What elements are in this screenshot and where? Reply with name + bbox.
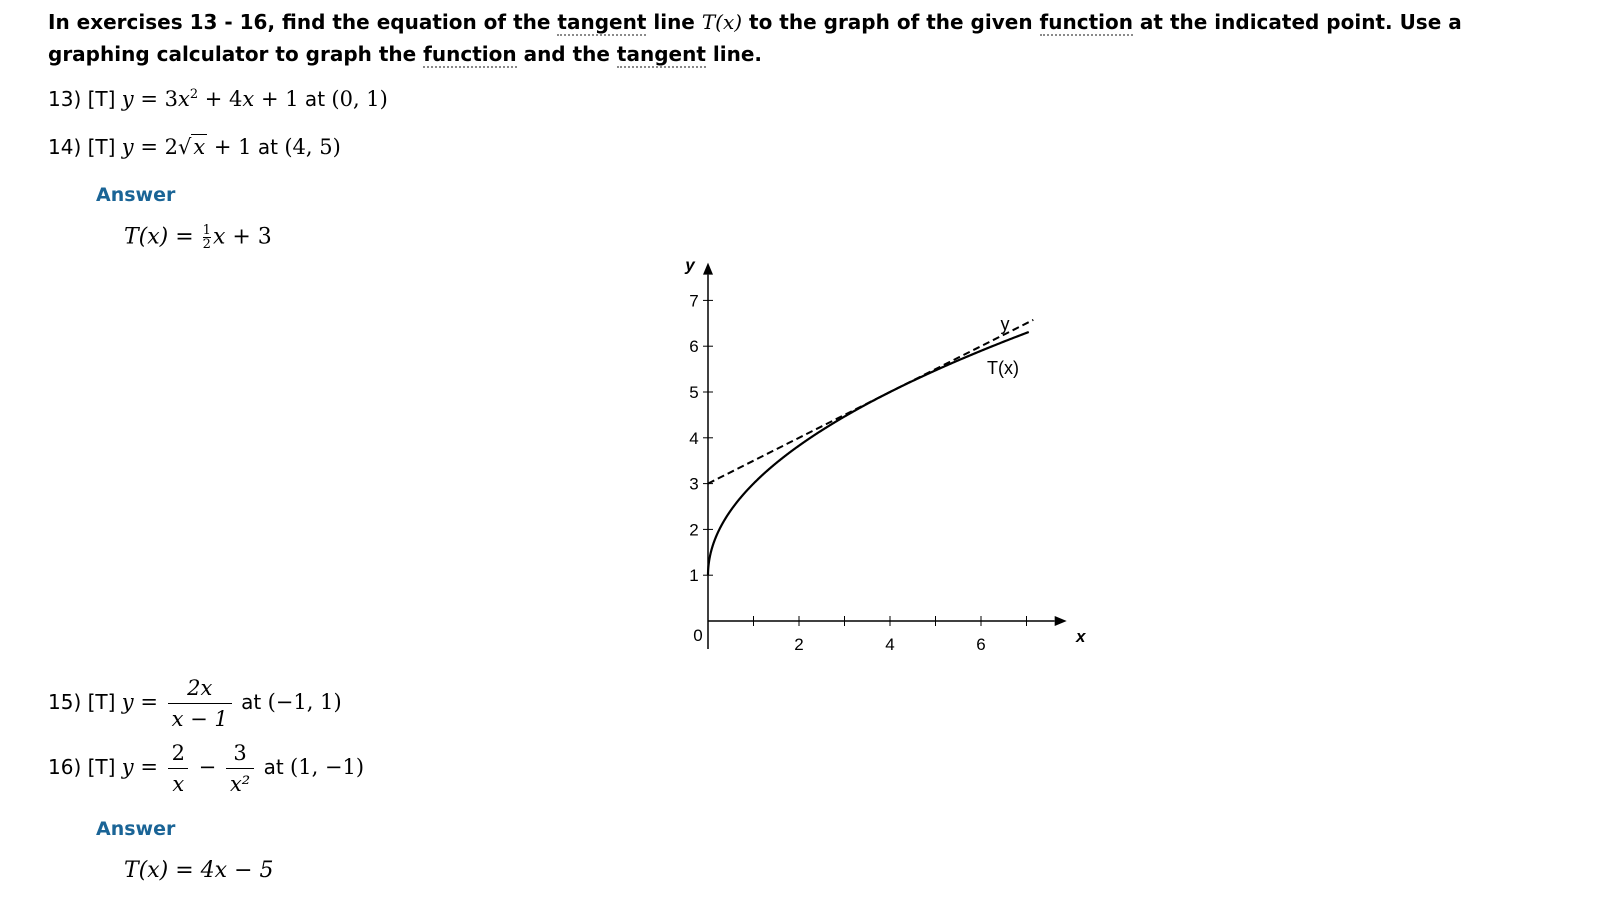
origin-label: 0: [693, 626, 703, 645]
math-text: + 4: [198, 87, 243, 111]
math-text: = 2: [133, 135, 178, 159]
glossary-term-tangent[interactable]: tangent: [616, 42, 706, 66]
math-text: + 1: [254, 87, 299, 111]
math-at: at: [257, 755, 291, 779]
tangent-line-dashed: [708, 320, 1033, 484]
math-at: at: [298, 87, 332, 111]
math-at: at: [251, 135, 285, 159]
math-var: y: [121, 87, 134, 111]
answer-toggle[interactable]: Answer: [96, 818, 176, 840]
fraction-denominator: x: [168, 768, 188, 796]
math-text: −: [192, 755, 223, 779]
instructions-text: to the graph of the given: [742, 10, 1040, 34]
fraction-denominator: x − 1: [168, 703, 232, 731]
x-tick-label: 4: [885, 635, 895, 654]
answer-16-expression: T(x) = 4x − 5: [124, 858, 274, 883]
fraction-numerator: 2: [171, 741, 185, 765]
y-tick-label: 1: [689, 566, 699, 586]
math-var: x: [193, 135, 206, 159]
tangent-function-symbol: T(x): [701, 10, 743, 34]
glossary-term-tangent[interactable]: tangent: [557, 10, 647, 34]
curve-label-y: y: [1000, 314, 1010, 334]
glossary-term-function[interactable]: function: [423, 42, 517, 66]
instructions-text: line.: [705, 42, 762, 66]
fraction-denominator: 2: [202, 237, 211, 252]
y-tick-label: 4: [689, 428, 699, 448]
curve-y-sqrt: [708, 332, 1029, 575]
instructions-text: line: [646, 10, 702, 34]
y-tick-label: 5: [689, 383, 699, 402]
fraction-numerator: 3: [233, 741, 247, 765]
math-var: x: [242, 87, 255, 111]
x-tick-label: 2: [794, 635, 804, 654]
math-var: y: [121, 135, 134, 159]
instructions-text: and the: [516, 42, 617, 66]
fraction-denominator: x²: [226, 768, 254, 796]
math-at: at: [234, 690, 268, 714]
glossary-term-function[interactable]: function: [1039, 10, 1133, 34]
exercise-label: 16) [T]: [48, 755, 122, 779]
math-exponent: 2: [189, 87, 199, 102]
x-tick-label: 6: [976, 635, 986, 654]
math-text: = 3: [133, 87, 178, 111]
x-axis-label: x: [1075, 627, 1086, 646]
math-point: (−1, 1): [267, 690, 342, 714]
math-point: (1, −1): [290, 755, 365, 779]
math-text: =: [133, 690, 165, 714]
y-axis-arrow: [703, 263, 713, 275]
instructions-text: In exercises 13 - 16, find the equation of the: [48, 10, 558, 34]
math-var: x: [212, 224, 226, 250]
y-tick-label: 6: [689, 337, 699, 357]
x-axis-arrow: [1055, 616, 1067, 626]
exercise-label: 15) [T]: [48, 690, 122, 714]
exercise-label: 14) [T]: [48, 135, 122, 159]
fraction-numerator: 2x: [187, 676, 213, 700]
y-tick-label: 2: [689, 520, 699, 540]
math-text: =: [133, 755, 165, 779]
y-tick-label: 3: [689, 474, 699, 494]
exercise-label: 13) [T]: [48, 87, 122, 111]
y-tick-label: 7: [689, 291, 699, 311]
instructions-text: at the indicated point. Use a graphing calculator to graph the: [48, 10, 1462, 66]
fraction-numerator: 1: [202, 223, 211, 238]
math-text: T(x) =: [124, 224, 201, 250]
math-text: + 1: [207, 135, 252, 159]
answer-toggle[interactable]: Answer: [96, 184, 176, 206]
math-var: y: [121, 755, 134, 779]
math-point: (0, 1): [331, 87, 388, 111]
math-point: (4, 5): [284, 135, 341, 159]
y-axis-label: y: [685, 255, 695, 275]
math-text: + 3: [225, 224, 272, 250]
sqrt-symbol: √: [177, 135, 192, 159]
curve-label-tangent: T(x): [987, 358, 1019, 378]
math-var: x: [177, 87, 190, 111]
math-var: y: [121, 690, 134, 714]
